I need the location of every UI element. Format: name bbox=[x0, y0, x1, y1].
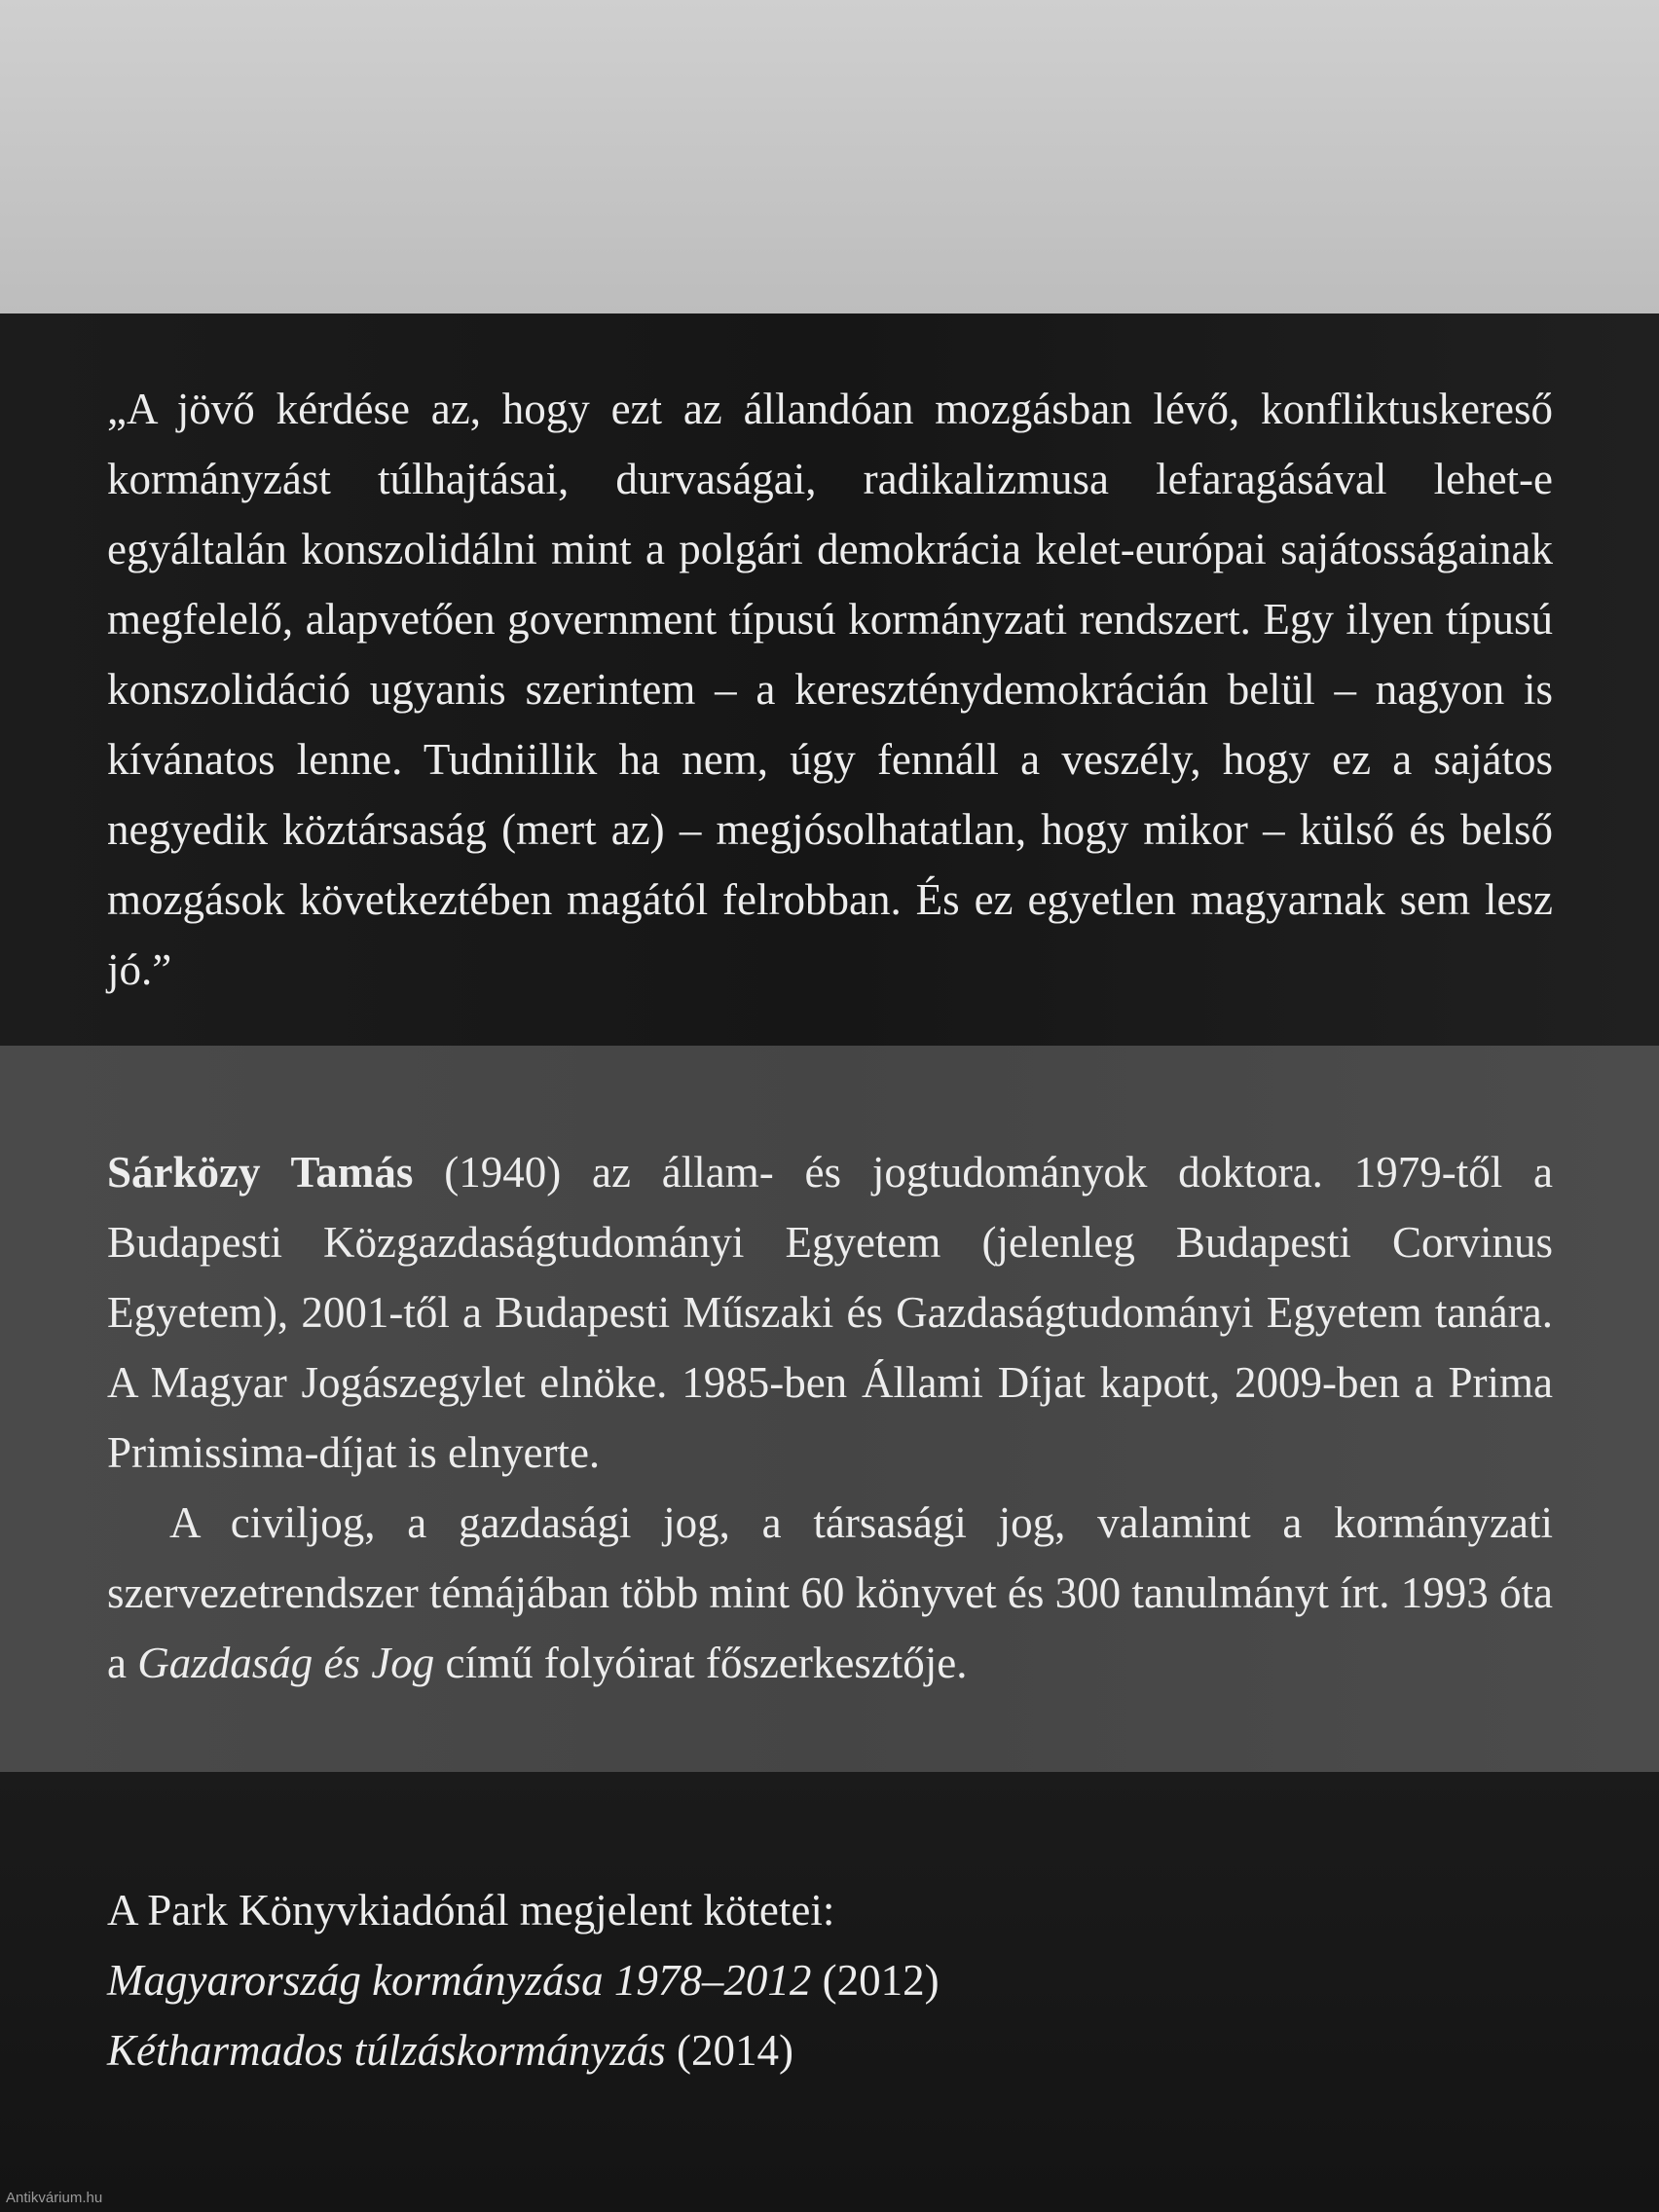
quote-band bbox=[0, 313, 1659, 1046]
watermark: Antikvárium.hu bbox=[6, 2190, 103, 2206]
books-band bbox=[0, 1772, 1659, 2212]
books-list bbox=[107, 1875, 1553, 2085]
bio-paragraph-1 bbox=[107, 1137, 1553, 1488]
bio-paragraph-2-text: A civiljog, a gazdasági jog, a társasági jog, valamint a kormányzati szervezetrendszer témájában több mint 60 könyvet és 300 tanulmányt írt. 1993 óta a bbox=[107, 1498, 1553, 1687]
author-bio bbox=[107, 1137, 1553, 1698]
book-year: (2014) bbox=[665, 2026, 794, 2075]
quote-text: „A jövő kérdése az, hogy ezt az állandóan mozgásban lévő, konfliktuskereső kormányzást túlhajtásai, durvaságai, radikalizmusa lefaragásával lehet-e egyáltalán konszolidálni mint a polgári demokrácia kelet-európai sajátosságainak megfelelő, alapvetően government típusú kormányzati rendszert. Egy ilyen típusú konszolidáció ugyanis szerintem – a kereszténydemokrácián belül – nagyon is kívánatos lenne. Tudniillik ha nem, úgy fennáll a veszély, hogy ez a sajátos negyedik köztársaság (mert az) – megjósolhatatlan, hogy mikor – külső és belső mozgások következtében magától felrobban. És ez egyetlen magyarnak sem lesz jó.” bbox=[107, 385, 1553, 994]
book-item bbox=[107, 2015, 1553, 2085]
top-light-band bbox=[0, 0, 1659, 313]
bio-band bbox=[0, 1046, 1659, 1772]
author-name: Sárközy Tamás bbox=[107, 1148, 414, 1197]
book-title: Magyarország kormányzása 1978–2012 bbox=[107, 1956, 812, 2005]
book-title: Kétharmados túlzáskormányzás bbox=[107, 2026, 666, 2075]
bio-paragraph-2-end: című folyóirat főszerkesztője. bbox=[434, 1639, 968, 1687]
book-year: (2012) bbox=[811, 1956, 940, 2005]
book-item bbox=[107, 1945, 1553, 2015]
bio-paragraph-1-text: (1940) az állam- és jogtudományok doktora. 1979-től a Budapesti Közgazdaságtudományi Egyetem (jelenleg Budapesti Corvinus Egyetem), 2001-től a Budapesti Műszaki és Gazdaságtudományi Egyetem tanára. A Magyar Jogászegylet elnöke. 1985-ben Állami Díjat kapott, 2009-ben a Prima Primissima-díjat is elnyerte. bbox=[107, 1148, 1553, 1477]
journal-title: Gazdaság és Jog bbox=[137, 1639, 435, 1687]
books-heading: A Park Könyvkiadónál megjelent kötetei: bbox=[107, 1886, 835, 1935]
bio-paragraph-2 bbox=[107, 1488, 1553, 1698]
